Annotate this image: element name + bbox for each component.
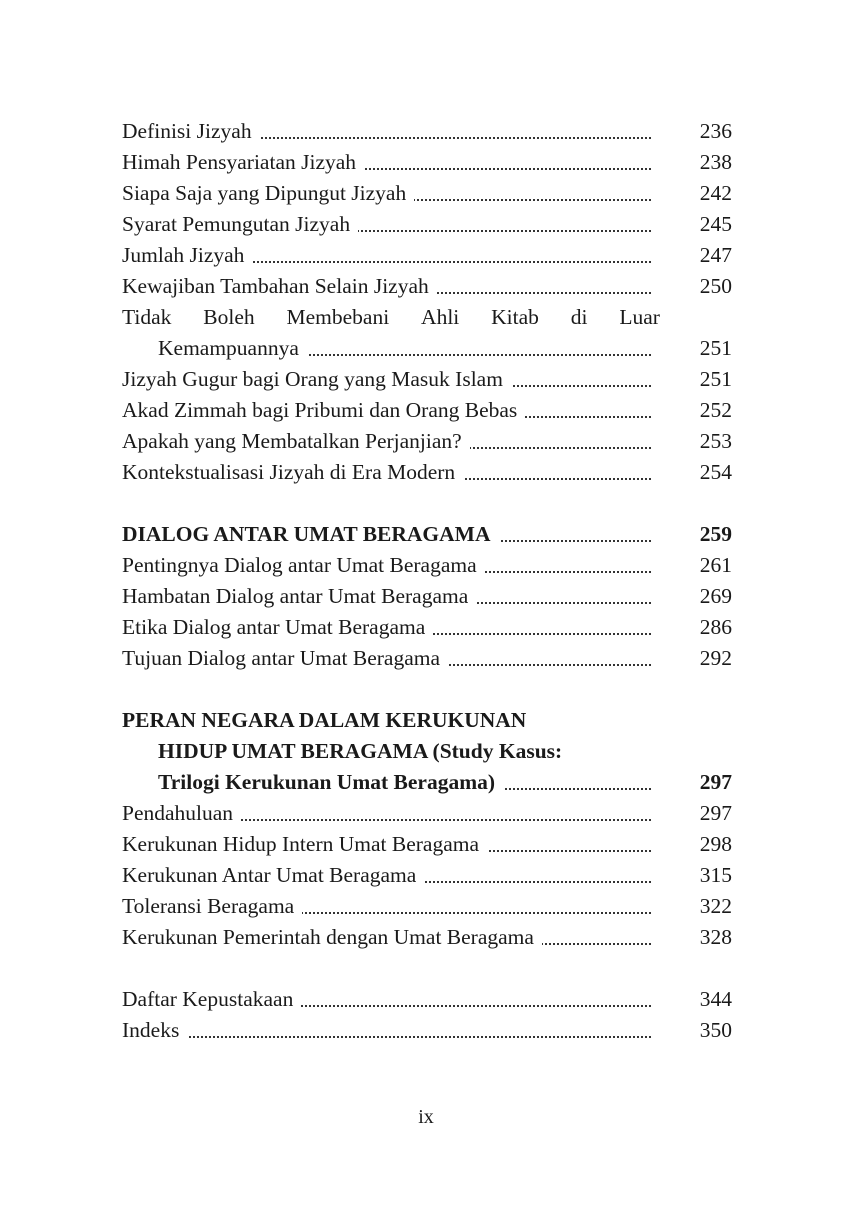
toc-entry-page: 315 <box>699 863 732 887</box>
toc-entry[interactable] <box>122 426 732 457</box>
toc-entry-title: Kemampuannya <box>158 336 307 360</box>
toc-entry-title: Kerukunan Pemerintah dengan Umat Beragama <box>122 925 542 949</box>
toc-entry-page: 286 <box>699 615 732 639</box>
toc-entry-page: 238 <box>699 150 732 174</box>
toc-chapter-heading[interactable] <box>122 767 732 798</box>
toc-entry-page: 252 <box>699 398 732 422</box>
toc-chapter-heading-line[interactable]: HIDUP UMAT BERAGAMA (Study Kasus: <box>158 739 563 763</box>
toc-entry-page: 269 <box>699 584 732 608</box>
table-of-contents <box>122 116 732 1046</box>
toc-entry-title: Definisi Jizyah <box>122 119 260 143</box>
toc-entry[interactable] <box>122 829 732 860</box>
toc-chapter-heading[interactable] <box>122 519 732 550</box>
toc-entry[interactable] <box>122 612 732 643</box>
toc-entry-page: 242 <box>699 181 732 205</box>
toc-entry[interactable] <box>122 395 732 426</box>
toc-entry-page: 251 <box>699 336 732 360</box>
toc-entry[interactable] <box>122 550 732 581</box>
toc-entry-title: Toleransi Beragama <box>122 894 302 918</box>
toc-entry[interactable] <box>122 891 732 922</box>
word: di <box>570 305 588 329</box>
toc-entry-multiline-first[interactable] <box>122 302 660 333</box>
toc-entry-page: 236 <box>699 119 732 143</box>
toc-entry-page: 253 <box>699 429 732 453</box>
toc-entry[interactable] <box>122 178 732 209</box>
toc-entry-title: Apakah yang Membatalkan Perjanjian? <box>122 429 470 453</box>
toc-chapter-title: Trilogi Kerukunan Umat Beragama) <box>158 770 503 794</box>
toc-entry-title: Himah Pensyariatan Jizyah <box>122 150 364 174</box>
toc-entry-page: 297 <box>699 801 732 825</box>
toc-entry-title: Tujuan Dialog antar Umat Beragama <box>122 646 448 670</box>
toc-entry[interactable] <box>122 116 732 147</box>
toc-entry-page: 350 <box>699 1018 732 1042</box>
toc-entry-page: 250 <box>699 274 732 298</box>
toc-entry[interactable] <box>122 147 732 178</box>
word: Tidak <box>122 305 172 329</box>
toc-entry[interactable] <box>122 333 732 364</box>
toc-entry-title: Siapa Saja yang Dipungut Jizyah <box>122 181 414 205</box>
word: Kitab <box>491 305 539 329</box>
toc-chapter-page: 259 <box>699 522 732 546</box>
word: Ahli <box>421 305 460 329</box>
toc-entry[interactable] <box>122 922 732 953</box>
toc-entry-page: 251 <box>699 367 732 391</box>
toc-entry-title: Daftar Kepustakaan <box>122 987 301 1011</box>
toc-entry-title: Pendahuluan <box>122 801 241 825</box>
toc-chapter-title: DIALOG ANTAR UMAT BERAGAMA <box>122 522 499 546</box>
toc-entry-title: Hambatan Dialog antar Umat Beragama <box>122 584 476 608</box>
toc-entry-page: 344 <box>699 987 732 1011</box>
toc-entry-title: Indeks <box>122 1018 187 1042</box>
word: Membebani <box>286 305 390 329</box>
toc-entry[interactable] <box>122 1015 732 1046</box>
toc-entry-page: 322 <box>699 894 732 918</box>
toc-entry-page: 328 <box>699 925 732 949</box>
toc-entry-title: Kontekstualisasi Jizyah di Era Modern <box>122 460 463 484</box>
toc-entry[interactable] <box>122 643 732 674</box>
toc-entry[interactable] <box>122 240 732 271</box>
toc-entry-title: Jumlah Jizyah <box>122 243 252 267</box>
toc-entry-page: 298 <box>699 832 732 856</box>
toc-chapter-page: 297 <box>699 770 732 794</box>
toc-entry-title: Jizyah Gugur bagi Orang yang Masuk Islam <box>122 367 511 391</box>
toc-entry-title: Kerukunan Antar Umat Beragama <box>122 863 424 887</box>
toc-entry[interactable] <box>122 457 732 488</box>
word: Boleh <box>203 305 255 329</box>
toc-entry-title: Kerukunan Hidup Intern Umat Beragama <box>122 832 487 856</box>
toc-entry-title: Syarat Pemungutan Jizyah <box>122 212 358 236</box>
toc-entry[interactable] <box>122 364 732 395</box>
toc-entry-title: Kewajiban Tambahan Selain Jizyah <box>122 274 437 298</box>
word: Luar <box>619 305 660 329</box>
toc-entry[interactable] <box>122 271 732 302</box>
toc-entry[interactable] <box>122 798 732 829</box>
toc-entry[interactable] <box>122 860 732 891</box>
toc-entry[interactable] <box>122 984 732 1015</box>
toc-entry[interactable] <box>122 209 732 240</box>
toc-chapter-heading-line[interactable]: PERAN NEGARA DALAM KERUKUNAN <box>122 708 527 732</box>
toc-entry-page: 254 <box>699 460 732 484</box>
toc-entry-title: Pentingnya Dialog antar Umat Beragama <box>122 553 485 577</box>
toc-entry-title: Etika Dialog antar Umat Beragama <box>122 615 433 639</box>
toc-entry-page: 261 <box>699 553 732 577</box>
toc-entry-title: Akad Zimmah bagi Pribumi dan Orang Bebas <box>122 398 525 422</box>
page-number: ix <box>418 1106 434 1128</box>
toc-entry[interactable] <box>122 581 732 612</box>
toc-entry-page: 292 <box>699 646 732 670</box>
toc-entry-page: 247 <box>699 243 732 267</box>
toc-entry-page: 245 <box>699 212 732 236</box>
